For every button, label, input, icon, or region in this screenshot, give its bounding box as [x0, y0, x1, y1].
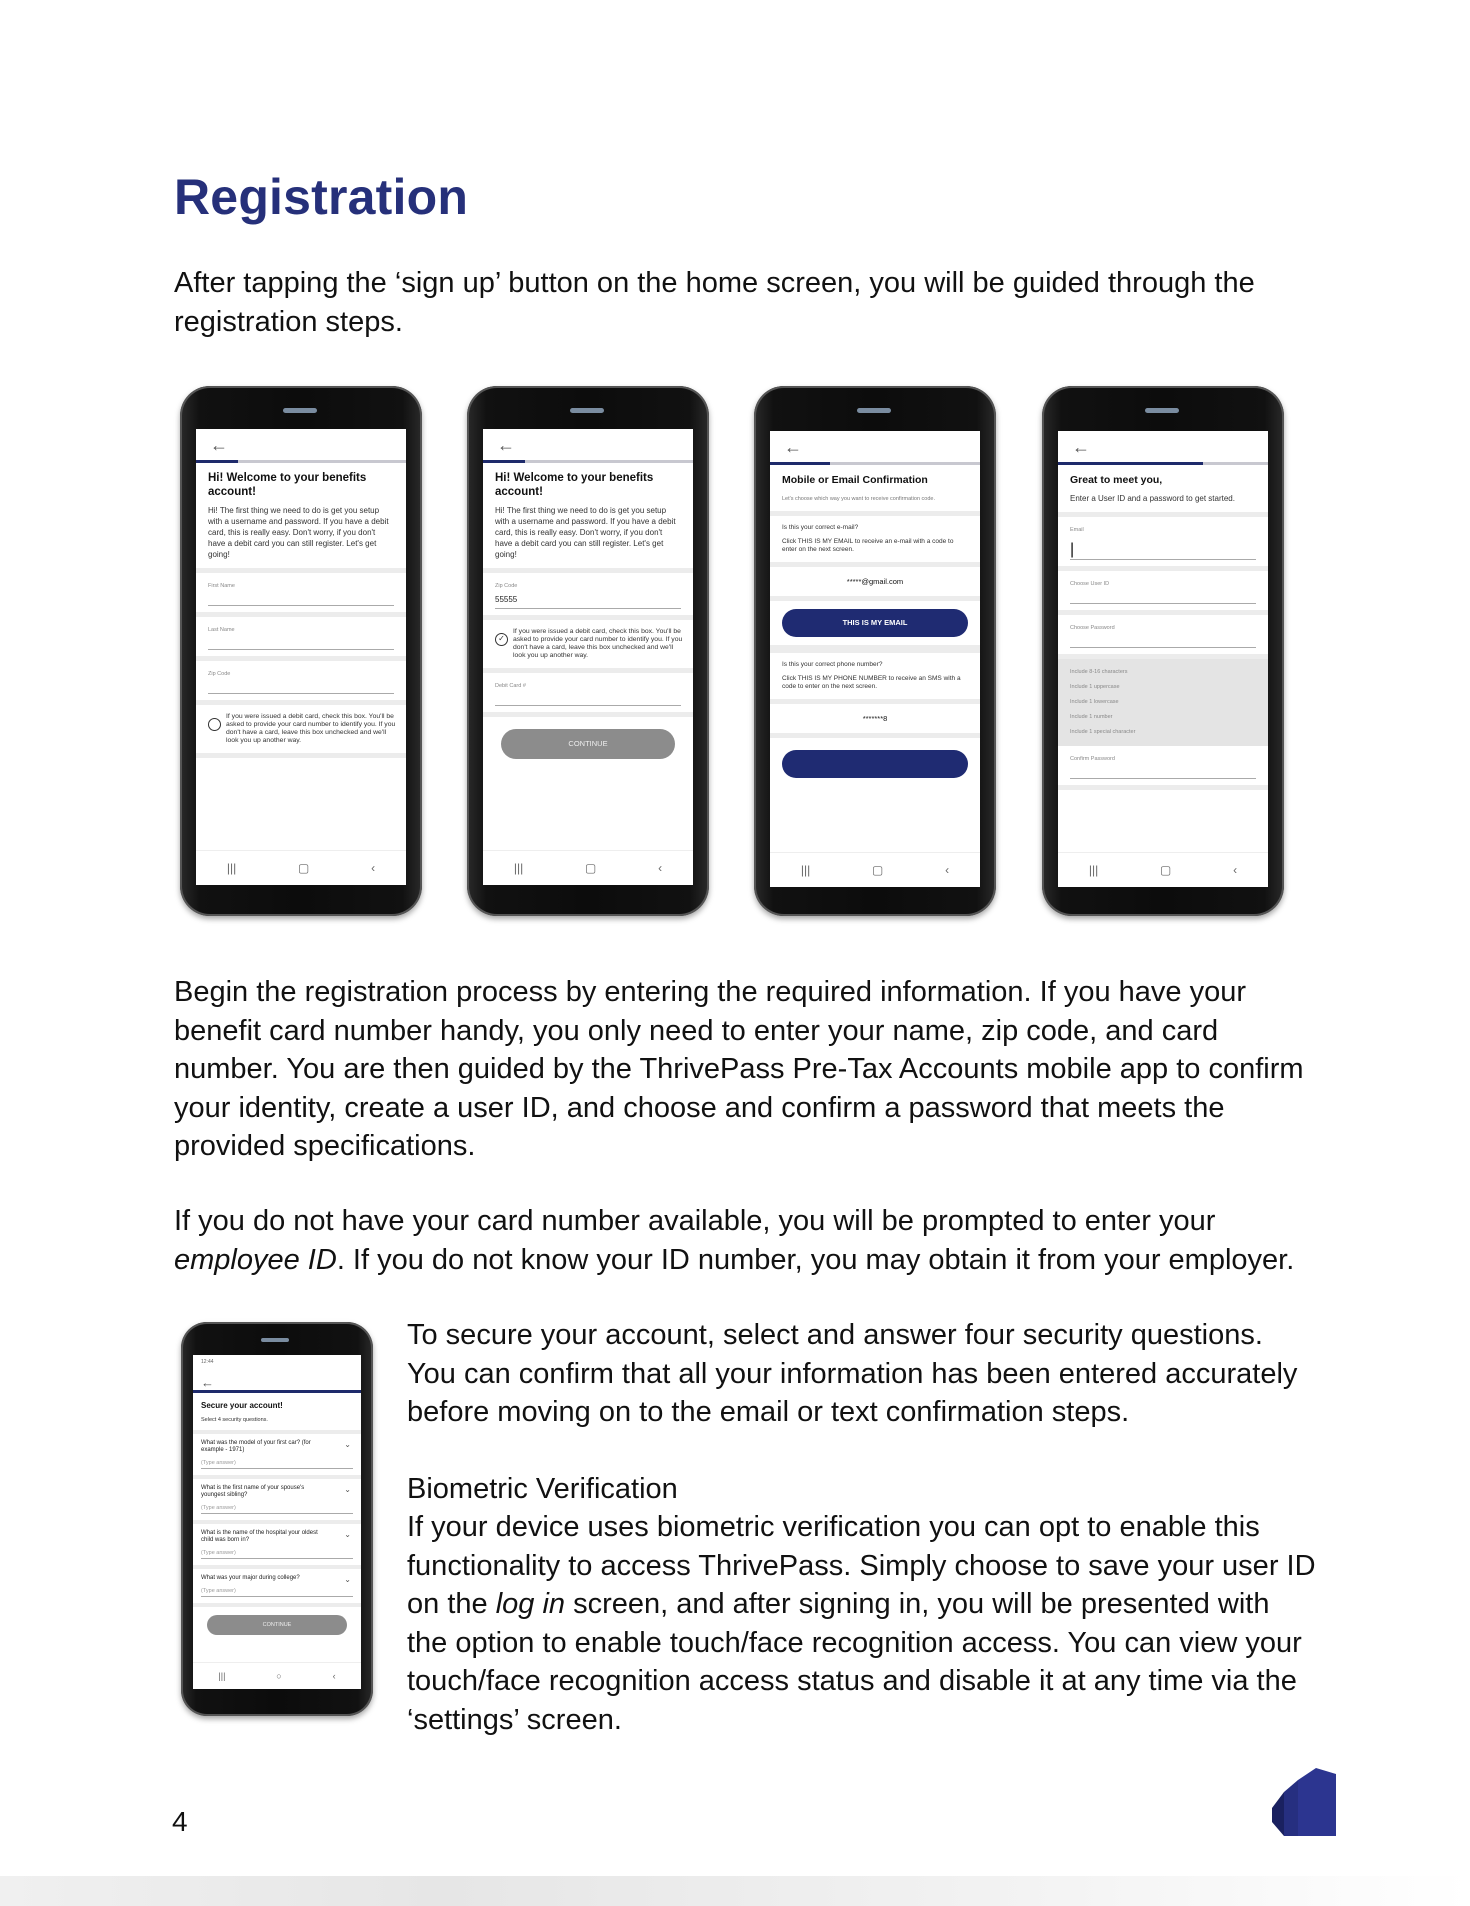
logo-icon	[1264, 1766, 1340, 1842]
phone-value: *******8	[770, 704, 980, 738]
phone-speaker	[570, 408, 604, 413]
phone-mockup-security	[181, 1322, 373, 1716]
phone-mockup-welcome	[180, 386, 422, 916]
this-is-my-email-button[interactable]: THIS IS MY EMAIL	[782, 609, 968, 637]
phone-hint: Click THIS IS MY PHONE NUMBER to receive an SMS with a code to enter on the next screen.	[782, 675, 961, 690]
confirmation-subtext: Let's choose which way you want to receive confirmation code.	[782, 496, 935, 502]
email-question: Is this your correct e-mail?	[782, 524, 859, 531]
chevron-down-icon: ⌄	[344, 1485, 351, 1494]
zip-code-field[interactable]: Zip Code 55555	[483, 573, 693, 620]
biometric-heading: Biometric Verification	[407, 1473, 678, 1505]
security-question[interactable]: What was your major during college? ⌄ (Type answer)	[193, 1569, 361, 1607]
checkbox-icon	[208, 718, 221, 731]
first-name-field[interactable]: First Name	[196, 573, 406, 617]
confirmation-heading: Mobile or Email Confirmation	[782, 474, 928, 486]
phone-question: Is this your correct phone number?	[782, 661, 883, 668]
chevron-down-icon: ⌄	[344, 1530, 351, 1539]
debit-card-field[interactable]: Debit Card #	[483, 673, 693, 717]
last-name-field[interactable]: Last Name	[196, 617, 406, 661]
security-heading: Secure your account!	[201, 1401, 283, 1410]
welcome-text: Hi! The first thing we need to do is get you setup with a username and password. If you have a debit card, this is really easy. Don't worry, if you don't have a debit card you can still register. Let's get going!	[495, 506, 676, 559]
back-nav-icon[interactable]: ‹	[332, 1671, 336, 1681]
continue-button[interactable]: CONTINUE	[501, 729, 675, 759]
back-nav-icon[interactable]: ‹	[658, 861, 663, 875]
begin-paragraph: Begin the registration process by entering the required information. If you have your benefit card number handy, you only need to enter your name, zip code, and card number. You are then guided by the ThrivePass Pre-Tax Accounts mobile app to confirm your identity, create a user ID, and choose and confirm a password that meets the provided specifications.	[174, 976, 1304, 1162]
recent-apps-icon[interactable]: |||	[1088, 863, 1099, 877]
recent-apps-icon[interactable]: |||	[513, 861, 524, 875]
android-navbar	[196, 850, 406, 885]
welcome-heading: Hi! Welcome to your benefits account!	[495, 472, 654, 498]
back-nav-icon[interactable]: ‹	[1233, 863, 1238, 877]
intro-paragraph: After tapping the ‘sign up’ button on the home screen, you will be guided through the registration steps.	[174, 267, 1255, 338]
home-icon[interactable]: ▢	[585, 861, 597, 875]
android-navbar	[483, 850, 693, 885]
home-icon[interactable]: ▢	[1160, 863, 1172, 877]
status-bar: 12:44	[201, 1359, 214, 1365]
biometric-paragraph: If your device uses biometric verification you can opt to enable this functionality to access ThrivePass. Simply choose to save your user ID on the log in screen, and after signing in, you will be presented with the option to enable touch/face recognition access. You can view your touch/face recognition access status and disable it at any time via the ‘settings’ screen.	[407, 1511, 1316, 1736]
page-number: 4	[172, 1806, 188, 1837]
android-navbar	[193, 1662, 361, 1689]
chevron-down-icon: ⌄	[344, 1575, 351, 1584]
phone-mockup-userid	[1042, 386, 1284, 916]
back-nav-icon[interactable]: ‹	[371, 861, 376, 875]
secure-paragraph: To secure your account, select and answer four security questions. You can confirm that all your information has been entered accurately before moving on to the email or text confirmation steps.	[407, 1319, 1298, 1428]
home-icon[interactable]: ○	[276, 1671, 282, 1681]
back-nav-icon[interactable]: ‹	[945, 863, 950, 877]
security-question[interactable]: What was the model of your first car? (for example - 1971) ⌄ (Type answer)	[193, 1434, 361, 1479]
welcome-heading: Hi! Welcome to your benefits account!	[208, 472, 367, 498]
confirm-password-field[interactable]: Confirm Password	[1058, 746, 1268, 790]
phone-mockup-zip	[467, 386, 709, 916]
recent-apps-icon[interactable]: |||	[218, 1671, 226, 1681]
greeting-subtext: Enter a User ID and a password to get started.	[1070, 494, 1235, 503]
phone-speaker	[857, 408, 891, 413]
email-hint: Click THIS IS MY EMAIL to receive an e-mail with a code to enter on the next screen.	[782, 538, 954, 553]
chevron-down-icon: ⌄	[344, 1440, 351, 1449]
password-field[interactable]: Choose Password	[1058, 615, 1268, 659]
phone-mockup-confirmation	[754, 386, 996, 916]
debit-card-checkbox[interactable]: ✓ If you were issued a debit card, check this box. You'll be asked to provide your card number to identify you. If you don't have a card, leave this box unchecked and we'll look you up another way.	[483, 620, 693, 673]
security-subtext: Select 4 security questions.	[201, 1417, 268, 1423]
recent-apps-icon[interactable]: |||	[226, 861, 237, 875]
back-arrow-icon: ←	[210, 435, 228, 455]
android-navbar	[1058, 852, 1268, 887]
home-icon[interactable]: ▢	[872, 863, 884, 877]
zip-code-field[interactable]: Zip Code	[196, 661, 406, 705]
continue-button[interactable]: CONTINUE	[207, 1615, 347, 1635]
back-arrow-icon: ←	[497, 435, 515, 455]
welcome-text: Hi! The first thing we need to do is get you setup with a username and password. If you have a debit card, this is really easy. Don't worry, if you don't have a debit card you can still register. Let's get going!	[208, 506, 389, 559]
password-rules: Include 8-16 characters Include 1 uppercase Include 1 lowercase Include 1 number Include 1 special character	[1058, 659, 1268, 746]
email-value: *****@gmail.com	[770, 567, 980, 601]
email-field[interactable]: Email |	[1058, 517, 1268, 571]
debit-card-checkbox[interactable]: If you were issued a debit card, check this box. You'll be asked to provide your card number to identify you. If you don't have a card, leave this box unchecked and we'll look you up another way.	[196, 705, 406, 758]
employee-id-paragraph: If you do not have your card number available, you will be prompted to enter your employee ID. If you do not know your ID number, you may obtain it from your employer.	[174, 1205, 1295, 1276]
security-question[interactable]: What is the first name of your spouse's youngest sibling? ⌄ (Type answer)	[193, 1479, 361, 1524]
page-bottom-edge	[0, 1876, 1470, 1906]
security-question[interactable]: What is the name of the hospital your oldest child was born in? ⌄ (Type answer)	[193, 1524, 361, 1569]
this-is-my-phone-button[interactable]	[782, 750, 968, 778]
back-arrow-icon: ←	[1072, 437, 1090, 457]
back-arrow-icon: ←	[784, 437, 802, 457]
home-icon[interactable]: ▢	[298, 861, 310, 875]
phone-speaker	[1145, 408, 1179, 413]
recent-apps-icon[interactable]: |||	[800, 863, 811, 877]
android-navbar	[770, 852, 980, 887]
back-arrow-icon: ←	[201, 1375, 214, 1390]
greeting-heading: Great to meet you,	[1070, 474, 1163, 486]
phone-speaker	[261, 1338, 289, 1342]
user-id-field[interactable]: Choose User ID	[1058, 571, 1268, 615]
checkbox-icon: ✓	[495, 633, 508, 646]
phone-speaker	[283, 408, 317, 413]
page-title: Registration	[174, 169, 469, 225]
